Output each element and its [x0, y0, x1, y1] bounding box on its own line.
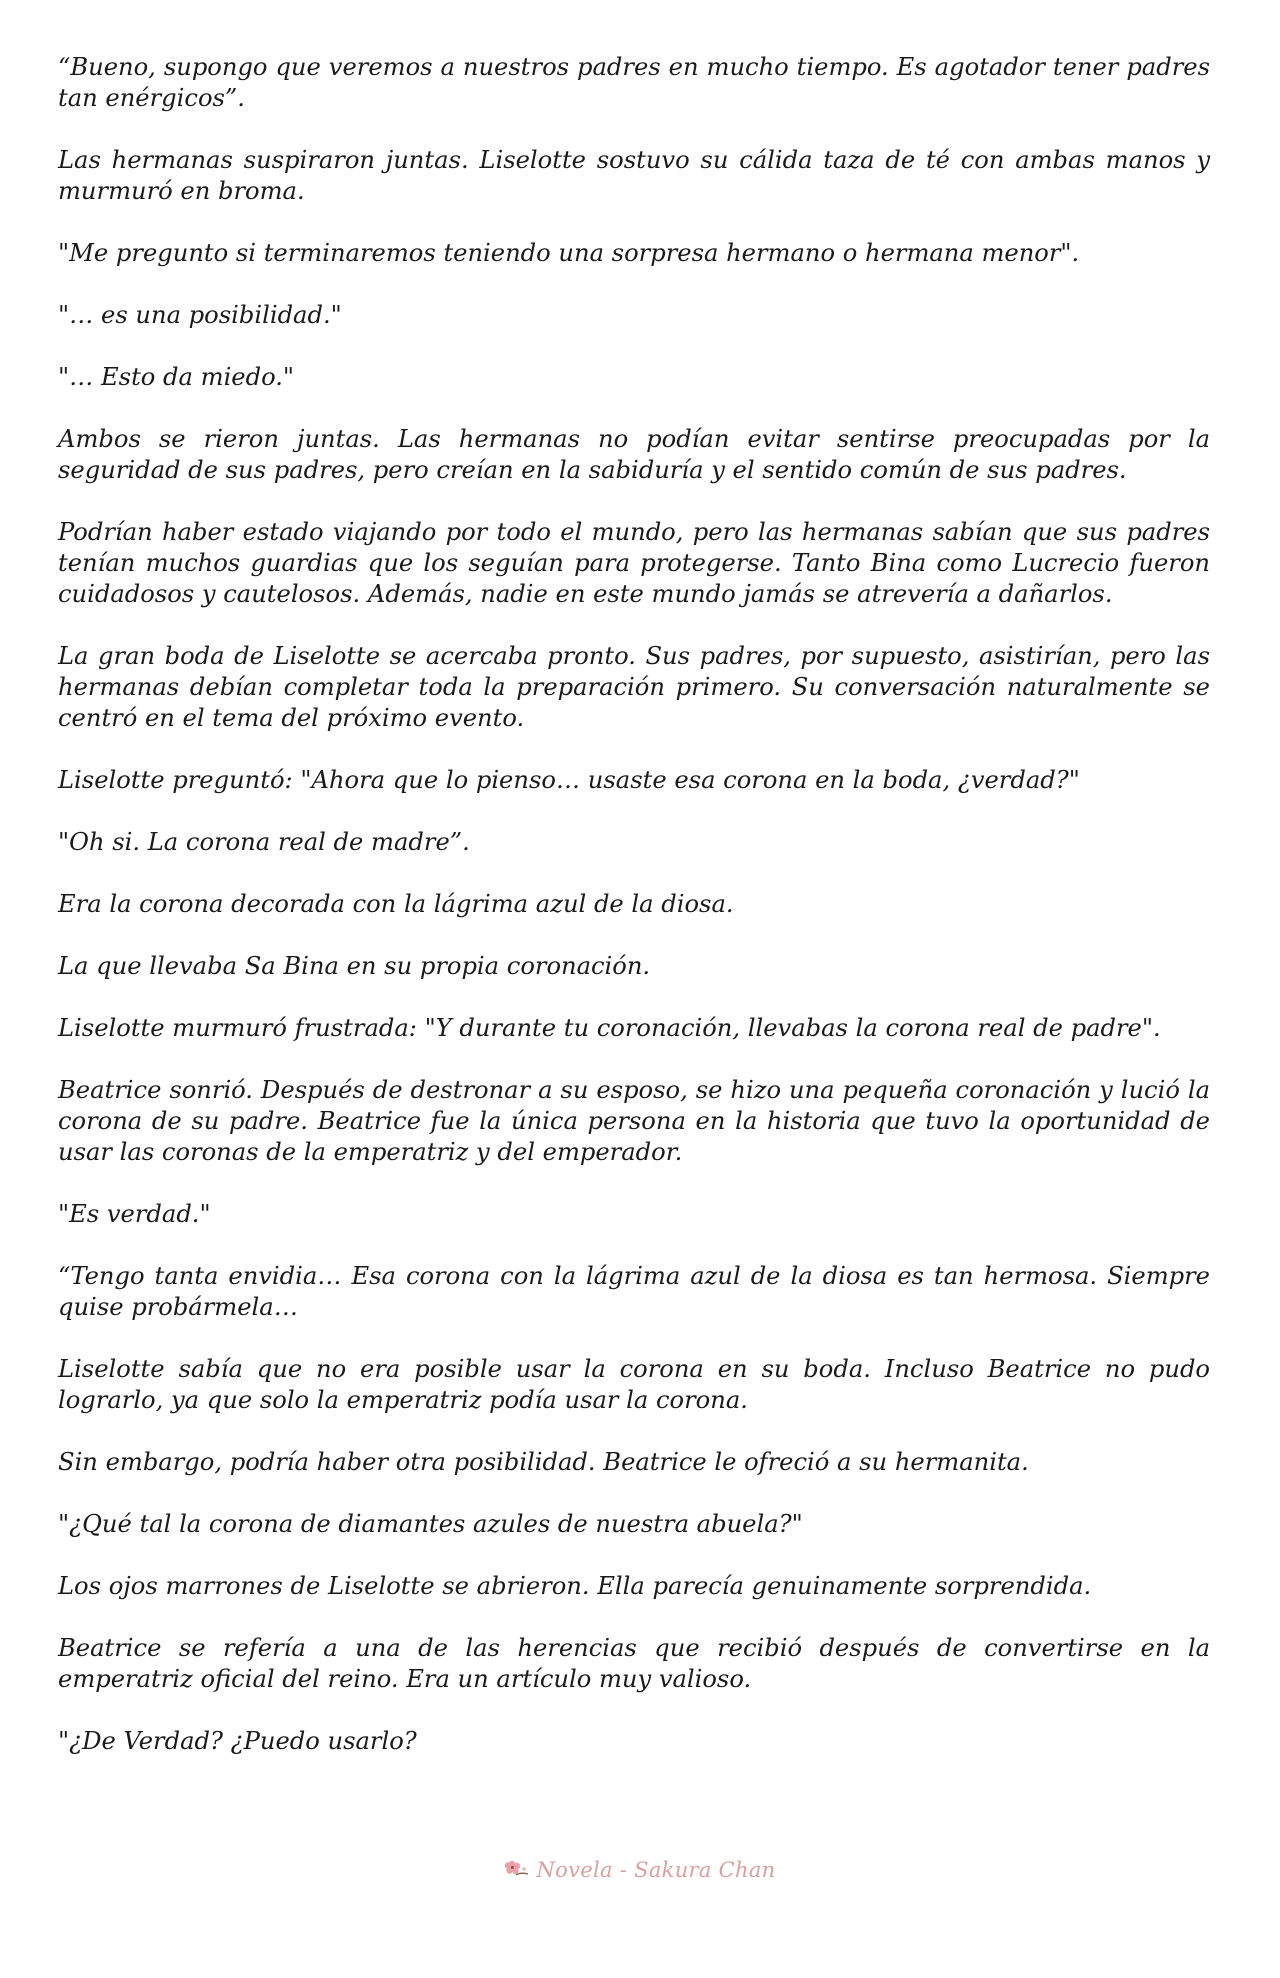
paragraph: "Oh si. La corona real de madre”. — [58, 828, 470, 856]
paragraph: “Bueno, supongo que veremos a nuestros padres en mucho tiempo. Es agotador tener padres tan enérgicos”. — [58, 53, 1210, 112]
paragraph: Las hermanas suspiraron juntas. Liselotte sostuvo su cálida taza de té con ambas manos y murmuró en broma. — [58, 146, 1210, 205]
paragraph: Los ojos marrones de Liselotte se abrieron. Ella parecía genuinamente sorprendida. — [58, 1572, 1092, 1600]
paragraph: Sin embargo, podría haber otra posibilidad. Beatrice le ofreció a su hermanita. — [58, 1448, 1029, 1476]
sakura-flower-icon — [504, 1858, 530, 1882]
paragraph: Beatrice se refería a una de las herencias que recibió después de convertirse en la emperatriz oficial del reino. Era un artículo muy valioso. — [58, 1634, 1210, 1693]
paragraph: Liselotte preguntó: "Ahora que lo pienso… usaste esa corona en la boda, ¿verdad?" — [58, 766, 1080, 794]
document-body — [58, 52, 1210, 1788]
paragraph: “Tengo tanta envidia… Esa corona con la lágrima azul de la diosa es tan hermosa. Siempre quise probármela… — [58, 1262, 1210, 1321]
watermark-text: Novela - Sakura Chan — [536, 1858, 776, 1882]
paragraph: Beatrice sonrió. Después de destronar a su esposo, se hizo una pequeña coronación y lució la corona de su padre. Beatrice fue la única persona en la historia que tuvo la oportunidad de usar las coronas de la emperatriz y del emperador. — [58, 1076, 1210, 1166]
paragraph: La que llevaba Sa Bina en su propia coronación. — [58, 952, 651, 980]
paragraph: Podrían haber estado viajando por todo el mundo, pero las hermanas sabían que sus padres tenían muchos guardias que los seguían para protegerse. Tanto Bina como Lucrecio fueron cuidadosos y cautelosos. Además, nadie en este mundo jamás se atrevería a dañarlos. — [58, 518, 1210, 608]
paragraph: Era la corona decorada con la lágrima azul de la diosa. — [58, 890, 734, 918]
paragraph: Liselotte murmuró frustrada: "Y durante tu coronación, llevabas la corona real de padre". — [58, 1014, 1161, 1042]
paragraph: "¿Qué tal la corona de diamantes azules de nuestra abuela?" — [58, 1510, 803, 1538]
paragraph: "¿De Verdad? ¿Puedo usarlo? — [58, 1727, 417, 1755]
paragraph: "Me pregunto si terminaremos teniendo una sorpresa hermano o hermana menor". — [58, 239, 1080, 267]
paragraph: "Es verdad." — [58, 1200, 211, 1228]
watermark — [0, 1850, 1280, 1890]
paragraph: Liselotte sabía que no era posible usar la corona en su boda. Incluso Beatrice no pudo lograrlo, ya que solo la emperatriz podía usar la corona. — [58, 1355, 1210, 1414]
paragraph: "… Esto da miedo." — [58, 363, 295, 391]
paragraph: "… es una posibilidad." — [58, 301, 342, 329]
paragraph: La gran boda de Liselotte se acercaba pronto. Sus padres, por supuesto, asistirían, pero las hermanas debían completar toda la preparación primero. Su conversación naturalmente se centró en el tema del próximo evento. — [58, 642, 1210, 732]
paragraph: Ambos se rieron juntas. Las hermanas no podían evitar sentirse preocupadas por la seguridad de sus padres, pero creían en la sabiduría y el sentido común de sus padres. — [58, 425, 1210, 484]
